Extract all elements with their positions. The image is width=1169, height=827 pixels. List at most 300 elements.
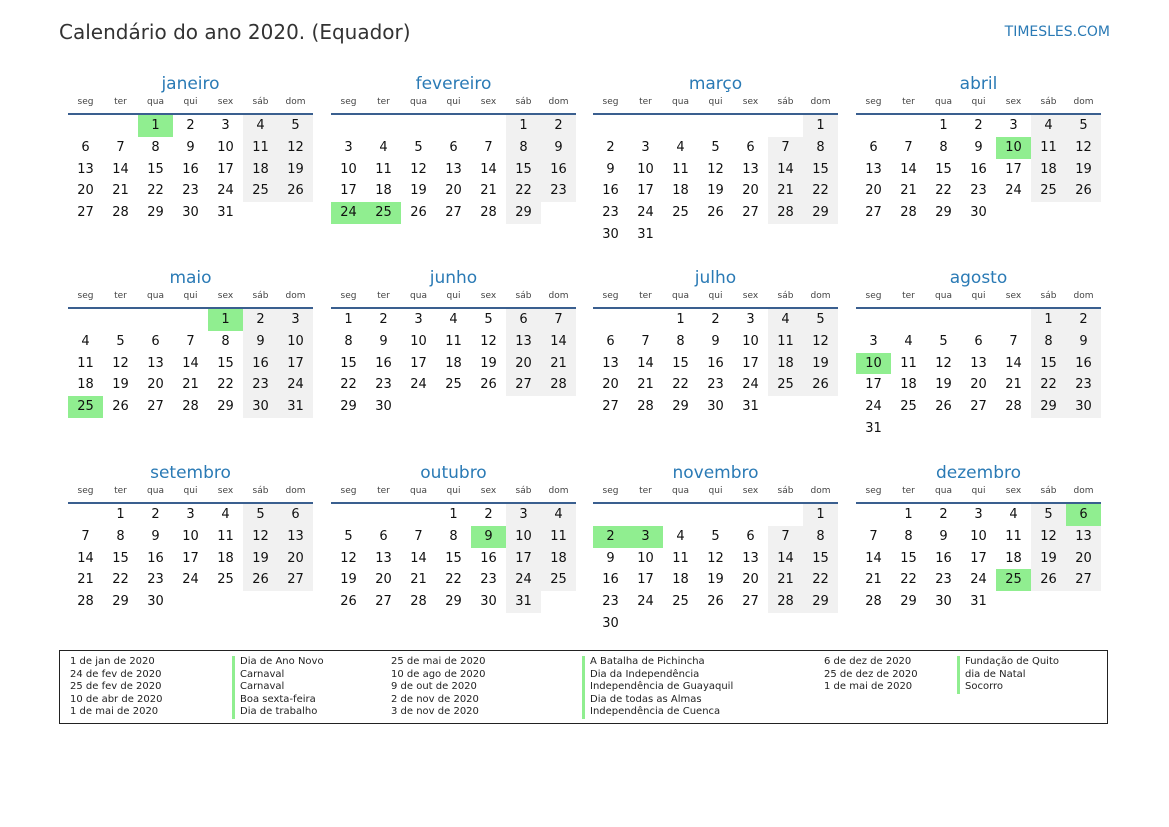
day-empty xyxy=(1031,591,1066,613)
day-empty xyxy=(768,613,803,635)
legend-date: 10 de ago de 2020 xyxy=(391,668,486,680)
week-row xyxy=(68,374,313,396)
day-cell: 28 xyxy=(768,591,803,613)
day-cell: 28 xyxy=(541,374,576,396)
holiday-day-cell: 1 xyxy=(208,309,243,331)
day-cell: 22 xyxy=(112,572,129,588)
month-name: novembro xyxy=(672,463,759,483)
day-cell: 16 xyxy=(375,355,392,371)
weekday-label: seg xyxy=(340,486,357,496)
weekday-label: qua xyxy=(147,486,164,496)
day-cell: 31 xyxy=(637,226,654,242)
week-row xyxy=(593,331,838,353)
day-cell: 22 xyxy=(217,377,234,393)
weekday-label: qua xyxy=(935,486,952,496)
day-cell: 4 xyxy=(676,139,685,155)
day-cell: 5 xyxy=(1066,115,1101,137)
day-cell: 4 xyxy=(541,504,576,526)
holiday-day-cell: 2 xyxy=(593,526,628,548)
weekday-label: qui xyxy=(446,291,461,301)
day-cell: 31 xyxy=(217,205,234,221)
day-cell: 15 xyxy=(803,548,838,570)
day-cell: 14 xyxy=(410,550,427,566)
day-cell: 5 xyxy=(344,528,353,544)
day-cell: 23 xyxy=(375,377,392,393)
day-cell: 1 xyxy=(1031,309,1066,331)
week-row xyxy=(68,309,313,331)
day-cell: 17 xyxy=(742,355,759,371)
day-cell: 29 xyxy=(147,205,164,221)
day-cell: 13 xyxy=(1066,526,1101,548)
month-novembro xyxy=(593,462,838,635)
day-cell: 8 xyxy=(803,137,838,159)
day-cell: 22 xyxy=(803,180,838,202)
week-row xyxy=(68,591,313,613)
day-cell: 17 xyxy=(970,550,987,566)
day-cell: 27 xyxy=(742,594,759,610)
week-row xyxy=(856,180,1101,202)
day-cell: 26 xyxy=(707,205,724,221)
week-row xyxy=(331,591,576,613)
day-cell: 28 xyxy=(182,399,199,415)
day-cell: 4 xyxy=(768,309,803,331)
weekday-label: sáb xyxy=(1040,486,1057,496)
day-cell: 23 xyxy=(602,205,619,221)
day-cell: 24 xyxy=(278,374,313,396)
day-empty xyxy=(173,591,208,613)
weekday-label: qua xyxy=(935,291,952,301)
day-cell: 12 xyxy=(803,331,838,353)
week-row xyxy=(593,224,838,246)
day-empty xyxy=(996,309,1031,331)
day-empty xyxy=(401,396,436,418)
day-cell: 21 xyxy=(1005,377,1022,393)
day-cell: 2 xyxy=(606,139,615,155)
week-row xyxy=(331,309,576,331)
legend-date: 9 de out de 2020 xyxy=(391,681,477,692)
week-row xyxy=(68,137,313,159)
day-empty xyxy=(628,115,663,137)
day-cell: 19 xyxy=(707,183,724,199)
legend-dates-1 xyxy=(70,656,162,719)
week-row xyxy=(331,159,576,181)
day-empty xyxy=(436,396,471,418)
day-cell: 12 xyxy=(1066,137,1101,159)
day-cell: 28 xyxy=(410,594,427,610)
legend-date: 1 de mai de 2020 xyxy=(70,706,159,717)
day-cell: 24 xyxy=(410,377,427,393)
holiday-day-cell: 25 xyxy=(996,569,1031,591)
week-row xyxy=(331,115,576,137)
day-cell: 19 xyxy=(410,183,427,199)
day-cell: 31 xyxy=(278,396,313,418)
month-outubro xyxy=(331,462,576,613)
weekday-label: seg xyxy=(340,97,357,107)
month-dezembro xyxy=(856,462,1101,613)
day-empty xyxy=(628,309,663,331)
day-empty xyxy=(996,591,1031,613)
weekday-label: sex xyxy=(480,291,497,301)
day-cell: 2 xyxy=(974,118,983,133)
weekday-header xyxy=(331,291,576,309)
weekday-label: seg xyxy=(602,486,619,496)
day-cell: 14 xyxy=(182,355,199,371)
day-empty xyxy=(628,504,663,526)
week-row xyxy=(593,374,838,396)
day-cell: 15 xyxy=(445,550,462,566)
day-cell: 18 xyxy=(768,353,803,375)
day-cell: 8 xyxy=(221,333,230,349)
weekday-label: ter xyxy=(639,486,652,496)
day-cell: 12 xyxy=(278,137,313,159)
day-empty xyxy=(1031,418,1066,440)
day-cell: 10 xyxy=(970,528,987,544)
day-cell: 19 xyxy=(1031,548,1066,570)
day-cell: 29 xyxy=(506,202,541,224)
day-cell: 7 xyxy=(768,137,803,159)
week-row xyxy=(856,159,1101,181)
day-empty xyxy=(663,613,698,635)
legend-name: Dia da Independência xyxy=(582,669,733,682)
day-cell: 26 xyxy=(935,399,952,415)
holiday-day-cell: 24 xyxy=(331,202,366,224)
day-cell: 27 xyxy=(77,205,94,221)
day-cell: 11 xyxy=(243,137,278,159)
day-cell: 3 xyxy=(344,139,353,155)
day-cell: 4 xyxy=(221,507,230,522)
day-cell: 13 xyxy=(742,550,759,566)
weekday-label: ter xyxy=(902,97,915,107)
weekday-label: qui xyxy=(183,291,198,301)
day-cell: 5 xyxy=(243,504,278,526)
day-cell: 20 xyxy=(1066,548,1101,570)
holiday-day-cell: 10 xyxy=(996,137,1031,159)
day-empty xyxy=(733,224,768,246)
week-row xyxy=(593,591,838,613)
day-empty xyxy=(926,418,961,440)
day-empty xyxy=(733,115,768,137)
day-empty xyxy=(331,115,366,137)
day-cell: 17 xyxy=(217,161,234,177)
day-cell: 11 xyxy=(1031,137,1066,159)
holiday-day-cell: 6 xyxy=(1066,504,1101,526)
day-cell: 11 xyxy=(541,526,576,548)
day-cell: 6 xyxy=(746,528,755,544)
legend-names-3 xyxy=(957,656,1059,694)
day-cell: 14 xyxy=(1005,355,1022,371)
day-cell: 19 xyxy=(935,377,952,393)
day-cell: 16 xyxy=(707,355,724,371)
day-cell: 23 xyxy=(1066,374,1101,396)
day-cell: 21 xyxy=(865,572,882,588)
day-empty xyxy=(278,202,313,224)
day-cell: 14 xyxy=(865,550,882,566)
week-row xyxy=(331,374,576,396)
day-cell: 29 xyxy=(1031,396,1066,418)
day-cell: 17 xyxy=(1005,161,1022,177)
legend-name: Dia de trabalho xyxy=(232,706,324,719)
day-cell: 21 xyxy=(410,572,427,588)
day-cell: 18 xyxy=(243,159,278,181)
day-cell: 26 xyxy=(112,399,129,415)
weekday-label: sáb xyxy=(515,97,532,107)
weekday-label: ter xyxy=(114,486,127,496)
week-row xyxy=(856,309,1101,331)
day-cell: 18 xyxy=(77,377,94,393)
day-cell: 26 xyxy=(410,205,427,221)
day-empty xyxy=(961,309,996,331)
weekday-label: ter xyxy=(377,291,390,301)
day-cell: 3 xyxy=(746,312,755,327)
day-cell: 10 xyxy=(340,161,357,177)
day-cell: 10 xyxy=(278,331,313,353)
day-cell: 25 xyxy=(672,205,689,221)
day-cell: 4 xyxy=(904,333,913,349)
day-empty xyxy=(698,224,733,246)
day-cell: 10 xyxy=(506,526,541,548)
day-cell: 1 xyxy=(904,507,913,522)
day-cell: 22 xyxy=(935,183,952,199)
day-cell: 4 xyxy=(1031,115,1066,137)
day-cell: 7 xyxy=(414,528,423,544)
weekday-header xyxy=(856,97,1101,115)
weekday-header xyxy=(68,291,313,309)
day-empty xyxy=(891,115,926,137)
weekday-label: sáb xyxy=(777,291,794,301)
day-cell: 23 xyxy=(243,374,278,396)
day-empty xyxy=(663,504,698,526)
day-cell: 7 xyxy=(1009,333,1018,349)
day-empty xyxy=(68,115,103,137)
weekday-label: seg xyxy=(865,97,882,107)
day-cell: 8 xyxy=(116,528,125,544)
day-cell: 31 xyxy=(865,420,882,436)
weekday-label: qua xyxy=(672,486,689,496)
day-cell: 31 xyxy=(742,399,759,415)
weekday-label: qui xyxy=(971,486,986,496)
week-row xyxy=(593,115,838,137)
day-cell: 20 xyxy=(742,572,759,588)
day-cell: 2 xyxy=(151,507,160,522)
weekday-label: qui xyxy=(708,486,723,496)
weekday-label: ter xyxy=(377,97,390,107)
day-empty xyxy=(366,504,401,526)
day-cell: 15 xyxy=(112,550,129,566)
week-row xyxy=(856,569,1101,591)
day-cell: 4 xyxy=(449,312,458,327)
day-cell: 4 xyxy=(81,333,90,349)
day-cell: 24 xyxy=(637,594,654,610)
weekday-header xyxy=(593,486,838,504)
day-cell: 15 xyxy=(900,550,917,566)
day-cell: 21 xyxy=(480,183,497,199)
day-cell: 15 xyxy=(1031,353,1066,375)
day-cell: 2 xyxy=(484,507,493,522)
day-cell: 4 xyxy=(676,528,685,544)
day-empty xyxy=(103,115,138,137)
day-cell: 3 xyxy=(414,312,423,327)
day-empty xyxy=(803,224,838,246)
day-cell: 12 xyxy=(707,550,724,566)
weekday-label: dom xyxy=(285,97,306,107)
day-cell: 6 xyxy=(449,139,458,155)
day-cell: 21 xyxy=(768,569,803,591)
legend-name: Dia de todas as Almas xyxy=(582,694,733,707)
weekday-label: qua xyxy=(672,291,689,301)
day-cell: 11 xyxy=(1005,528,1022,544)
weekday-label: sex xyxy=(1005,486,1022,496)
day-cell: 16 xyxy=(602,572,619,588)
weekday-label: seg xyxy=(602,291,619,301)
weekday-header xyxy=(856,486,1101,504)
day-cell: 12 xyxy=(112,355,129,371)
weekday-label: qua xyxy=(410,486,427,496)
day-empty xyxy=(891,309,926,331)
day-cell: 20 xyxy=(602,377,619,393)
legend-name: A Batalha de Pichincha xyxy=(582,656,733,669)
day-cell: 13 xyxy=(77,161,94,177)
day-cell: 29 xyxy=(803,591,838,613)
day-cell: 19 xyxy=(112,377,129,393)
legend-dates-3 xyxy=(824,656,918,694)
day-empty xyxy=(541,591,576,613)
day-cell: 15 xyxy=(217,355,234,371)
day-cell: 15 xyxy=(340,355,357,371)
day-cell: 2 xyxy=(711,312,720,327)
day-cell: 25 xyxy=(1031,180,1066,202)
day-empty xyxy=(856,309,891,331)
week-row xyxy=(593,504,838,526)
weekday-label: seg xyxy=(865,486,882,496)
month-name: agosto xyxy=(949,268,1008,288)
day-empty xyxy=(698,613,733,635)
weekday-label: ter xyxy=(902,486,915,496)
month-abril xyxy=(856,73,1101,224)
day-cell: 13 xyxy=(147,355,164,371)
day-cell: 29 xyxy=(217,399,234,415)
day-cell: 22 xyxy=(900,572,917,588)
day-cell: 18 xyxy=(217,550,234,566)
day-cell: 23 xyxy=(602,594,619,610)
day-cell: 23 xyxy=(707,377,724,393)
holiday-day-cell: 1 xyxy=(138,115,173,137)
day-cell: 8 xyxy=(676,333,685,349)
day-cell: 25 xyxy=(445,377,462,393)
day-cell: 27 xyxy=(602,399,619,415)
day-cell: 20 xyxy=(445,183,462,199)
site-link[interactable]: TIMESLES.COM xyxy=(1004,24,1110,40)
day-cell: 29 xyxy=(445,594,462,610)
day-cell: 15 xyxy=(935,161,952,177)
day-cell: 1 xyxy=(803,504,838,526)
day-cell: 24 xyxy=(970,572,987,588)
weekday-label: ter xyxy=(902,291,915,301)
day-empty xyxy=(768,396,803,418)
day-cell: 21 xyxy=(112,183,129,199)
day-cell: 14 xyxy=(768,548,803,570)
day-empty xyxy=(926,309,961,331)
day-cell: 11 xyxy=(375,161,392,177)
month-name: dezembro xyxy=(936,463,1021,483)
day-cell: 30 xyxy=(970,205,987,221)
day-empty xyxy=(541,202,576,224)
day-cell: 27 xyxy=(742,205,759,221)
month-name: março xyxy=(688,74,743,94)
holiday-day-cell: 3 xyxy=(628,526,663,548)
weekday-label: seg xyxy=(602,97,619,107)
day-cell: 5 xyxy=(414,139,423,155)
day-cell: 9 xyxy=(379,333,388,349)
day-cell: 7 xyxy=(81,528,90,544)
day-cell: 25 xyxy=(217,572,234,588)
weekday-label: qui xyxy=(708,97,723,107)
day-cell: 14 xyxy=(480,161,497,177)
day-cell: 20 xyxy=(742,183,759,199)
day-cell: 18 xyxy=(900,377,917,393)
day-cell: 15 xyxy=(803,159,838,181)
weekday-label: sex xyxy=(742,97,759,107)
day-cell: 7 xyxy=(768,526,803,548)
weekday-label: ter xyxy=(114,291,127,301)
day-cell: 7 xyxy=(186,333,195,349)
day-cell: 5 xyxy=(278,115,313,137)
day-empty xyxy=(243,591,278,613)
day-cell: 27 xyxy=(1066,569,1101,591)
day-empty xyxy=(803,396,838,418)
legend-date: 25 de dez de 2020 xyxy=(824,668,918,680)
day-cell: 17 xyxy=(340,183,357,199)
week-row xyxy=(593,396,838,418)
month-janeiro xyxy=(68,73,313,224)
day-empty xyxy=(471,396,506,418)
weekday-label: sáb xyxy=(252,291,269,301)
day-cell: 6 xyxy=(746,139,755,155)
day-cell: 8 xyxy=(803,526,838,548)
day-empty xyxy=(663,224,698,246)
day-cell: 19 xyxy=(803,353,838,375)
day-cell: 5 xyxy=(803,309,838,331)
day-cell: 3 xyxy=(221,118,230,133)
day-cell: 30 xyxy=(602,615,619,631)
month-junho xyxy=(331,267,576,418)
weekday-header xyxy=(331,97,576,115)
day-cell: 13 xyxy=(445,161,462,177)
day-cell: 9 xyxy=(186,139,195,155)
day-cell: 9 xyxy=(711,333,720,349)
month-name: maio xyxy=(169,268,212,288)
week-row xyxy=(593,159,838,181)
day-cell: 19 xyxy=(243,548,278,570)
day-cell: 25 xyxy=(672,594,689,610)
day-empty xyxy=(768,504,803,526)
legend-date: 6 de dez de 2020 xyxy=(824,656,912,667)
day-cell: 23 xyxy=(480,572,497,588)
day-cell: 1 xyxy=(506,115,541,137)
weekday-label: sáb xyxy=(252,97,269,107)
day-empty xyxy=(1066,202,1101,224)
legend-name: Socorro xyxy=(957,681,1059,694)
day-cell: 10 xyxy=(637,161,654,177)
day-cell: 28 xyxy=(112,205,129,221)
day-empty xyxy=(961,418,996,440)
day-cell: 7 xyxy=(541,309,576,331)
day-cell: 5 xyxy=(711,528,720,544)
day-cell: 16 xyxy=(147,550,164,566)
day-cell: 20 xyxy=(506,353,541,375)
day-cell: 17 xyxy=(278,353,313,375)
legend-date: 25 de fev de 2020 xyxy=(70,681,162,692)
day-cell: 22 xyxy=(445,572,462,588)
